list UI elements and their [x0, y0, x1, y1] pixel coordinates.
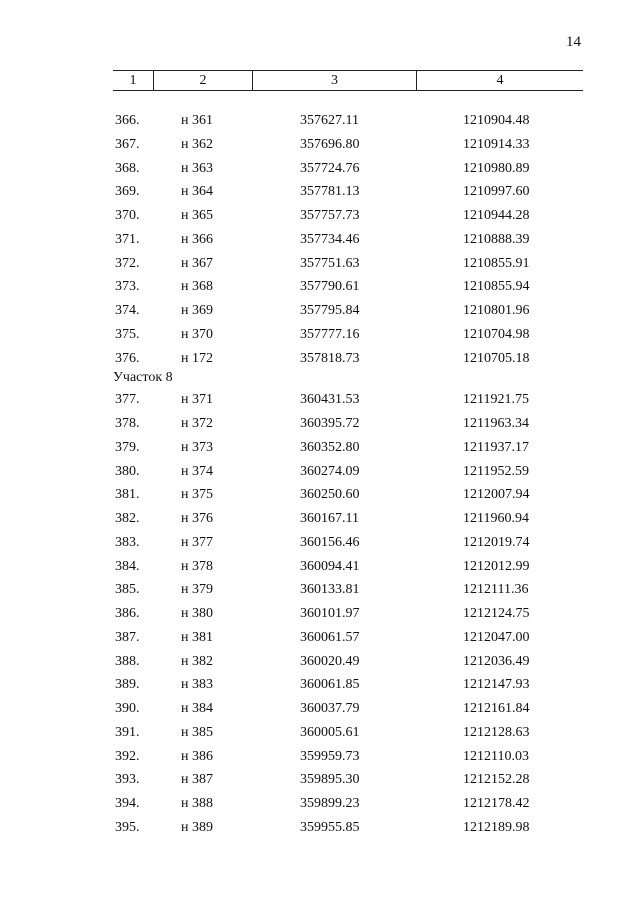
point-name: н 384: [181, 701, 213, 716]
coord-x: 360094.41: [300, 558, 360, 574]
point-name: н 364: [181, 184, 213, 200]
coord-y: 1210704.98: [463, 326, 530, 342]
point-name: н 371: [181, 392, 213, 408]
point-name: н 388: [181, 796, 213, 811]
point-name: н 172: [181, 350, 213, 366]
row-number: 381.: [115, 487, 140, 503]
coord-x: 357790.61: [300, 279, 360, 295]
coord-x: 360101.97: [300, 606, 360, 621]
coord-y: 1212007.94: [463, 487, 530, 503]
row-number: 393.: [115, 772, 140, 788]
coord-y: 1211963.34: [463, 416, 529, 431]
table-row: [0, 157, 639, 181]
coord-y: 1210801.96: [463, 303, 530, 318]
row-number: 373.: [115, 279, 140, 295]
header-col-3: 3: [331, 73, 338, 88]
row-number: 366.: [115, 113, 140, 128]
table-row: [0, 228, 639, 252]
coord-y: 1210914.33: [463, 136, 530, 152]
table-header: [113, 70, 583, 91]
row-number: 368.: [115, 160, 140, 176]
coord-x: 360005.61: [300, 724, 360, 740]
point-name: н 372: [181, 416, 213, 431]
coord-x: 357757.73: [300, 208, 360, 223]
row-number: 369.: [115, 184, 140, 200]
table-body-bottom: [0, 388, 639, 839]
coord-x: 360352.80: [300, 439, 360, 455]
row-number: 391.: [115, 724, 140, 740]
table-row: [0, 323, 639, 347]
coord-y: 1212019.74: [463, 534, 530, 550]
coord-y: 1212161.84: [463, 701, 530, 716]
coord-x: 359955.85: [300, 819, 360, 835]
table-row: [0, 531, 639, 555]
table-row: [0, 275, 639, 299]
coord-y: 1212012.99: [463, 558, 530, 574]
point-name: н 381: [181, 629, 213, 645]
coord-x: 357696.80: [300, 136, 360, 152]
point-name: н 375: [181, 487, 213, 503]
row-number: 372.: [115, 255, 140, 271]
table-row: [0, 252, 639, 276]
row-number: 370.: [115, 208, 140, 223]
point-name: н 373: [181, 439, 213, 455]
table-row: [0, 697, 639, 721]
table-row: [0, 745, 639, 769]
point-name: н 367: [181, 255, 213, 271]
coord-y: 1212124.75: [463, 606, 530, 621]
point-name: н 380: [181, 606, 213, 621]
point-name: н 385: [181, 724, 213, 740]
point-name: н 362: [181, 136, 213, 152]
table-row: [0, 578, 639, 602]
coord-y: 1212036.49: [463, 653, 530, 669]
coord-x: 360020.49: [300, 653, 360, 669]
coord-x: 360431.53: [300, 392, 360, 408]
row-number: 380.: [115, 463, 140, 479]
point-name: н 383: [181, 677, 213, 693]
section-row: [0, 370, 639, 388]
row-number: 390.: [115, 701, 140, 716]
coord-x: 360395.72: [300, 416, 360, 431]
row-number: 386.: [115, 606, 140, 621]
coord-y: 1211960.94: [463, 511, 529, 526]
coord-y: 1210904.48: [463, 113, 530, 128]
point-name: н 369: [181, 303, 213, 318]
coord-y: 1211937.17: [463, 439, 529, 455]
row-number: 388.: [115, 653, 140, 669]
coord-y: 1212152.28: [463, 772, 530, 788]
coord-x: 360156.46: [300, 534, 360, 550]
point-name: н 363: [181, 160, 213, 176]
row-number: 394.: [115, 796, 140, 811]
coord-y: 1211952.59: [463, 463, 529, 479]
coord-x: 357781.13: [300, 184, 360, 200]
table-row: [0, 436, 639, 460]
coord-x: 359959.73: [300, 748, 360, 764]
coord-x: 357751.63: [300, 255, 360, 271]
coord-y: 1210888.39: [463, 231, 530, 247]
coord-y: 1210997.60: [463, 184, 530, 200]
point-name: н 374: [181, 463, 213, 479]
row-number: 376.: [115, 350, 140, 366]
row-number: 389.: [115, 677, 140, 693]
coord-x: 360167.11: [300, 511, 359, 526]
point-name: н 365: [181, 208, 213, 223]
coord-y: 1212147.93: [463, 677, 530, 693]
header-col-4: 4: [496, 73, 504, 88]
coord-y: 1210855.94: [463, 279, 530, 295]
coord-x: 359895.30: [300, 772, 360, 788]
coord-x: 360037.79: [300, 701, 360, 716]
section-label: Участок 8: [113, 370, 173, 386]
point-name: н 368: [181, 279, 213, 295]
table-row: [0, 180, 639, 204]
table-row: [0, 347, 639, 371]
coord-y: 1212178.42: [463, 796, 530, 811]
point-name: н 370: [181, 326, 213, 342]
point-name: н 378: [181, 558, 213, 574]
header-col-1: 1: [129, 73, 137, 88]
table-row: [0, 109, 639, 133]
point-name: н 382: [181, 653, 213, 669]
point-name: н 376: [181, 511, 213, 526]
point-name: н 389: [181, 819, 213, 835]
table-row: [0, 133, 639, 157]
coord-y: 1212110.03: [463, 748, 529, 764]
table-row: [0, 507, 639, 531]
table-body-top: [0, 109, 639, 370]
row-number: 378.: [115, 416, 140, 431]
table-row: [0, 483, 639, 507]
point-name: н 377: [181, 534, 213, 550]
coord-x: 360061.85: [300, 677, 360, 693]
table-row: [0, 204, 639, 228]
coord-x: 359899.23: [300, 796, 360, 811]
page-number: 14: [566, 34, 581, 50]
coord-x: 360133.81: [300, 582, 360, 598]
coord-y: 1210944.28: [463, 208, 530, 223]
row-number: 379.: [115, 439, 140, 455]
table-row: [0, 816, 639, 840]
row-number: 395.: [115, 819, 140, 835]
row-number: 392.: [115, 748, 140, 764]
point-name: н 361: [181, 113, 213, 128]
table-row: [0, 626, 639, 650]
point-name: н 379: [181, 582, 213, 598]
row-number: 383.: [115, 534, 140, 550]
coord-y: 1212189.98: [463, 819, 530, 835]
header-col-2: 2: [199, 73, 207, 88]
coord-y: 1210855.91: [463, 255, 530, 271]
coord-y: 1212111.36: [463, 582, 529, 598]
coord-x: 357795.84: [300, 303, 360, 318]
point-name: н 386: [181, 748, 213, 764]
coord-y: 1211921.75: [463, 392, 529, 408]
coord-x: 360274.09: [300, 463, 360, 479]
row-number: 382.: [115, 511, 140, 526]
coord-y: 1212047.00: [463, 629, 530, 645]
coord-x: 357627.11: [300, 113, 359, 128]
table-row: [0, 460, 639, 484]
coord-x: 357777.16: [300, 326, 360, 342]
row-number: 377.: [115, 392, 140, 408]
coordinate-table: [0, 109, 639, 840]
point-name: н 366: [181, 231, 213, 247]
coord-x: 360061.57: [300, 629, 360, 645]
table-row: [0, 650, 639, 674]
point-name: н 387: [181, 772, 213, 788]
coord-x: 357818.73: [300, 350, 360, 366]
row-number: 384.: [115, 558, 140, 574]
table-row: [0, 673, 639, 697]
table-row: [0, 388, 639, 412]
table-row: [0, 299, 639, 323]
coord-y: 1210980.89: [463, 160, 530, 176]
row-number: 387.: [115, 629, 140, 645]
row-number: 367.: [115, 136, 140, 152]
row-number: 371.: [115, 231, 140, 247]
row-number: 374.: [115, 303, 140, 318]
table-row: [0, 721, 639, 745]
coord-x: 360250.60: [300, 487, 360, 503]
table-row: [0, 412, 639, 436]
coord-y: 1212128.63: [463, 724, 530, 740]
coord-x: 357724.76: [300, 160, 360, 176]
table-row: [0, 602, 639, 626]
table-row: [0, 768, 639, 792]
table-row: [0, 792, 639, 816]
row-number: 375.: [115, 326, 140, 342]
coord-y: 1210705.18: [463, 350, 530, 366]
coord-x: 357734.46: [300, 231, 360, 247]
row-number: 385.: [115, 582, 140, 598]
table-row: [0, 555, 639, 579]
